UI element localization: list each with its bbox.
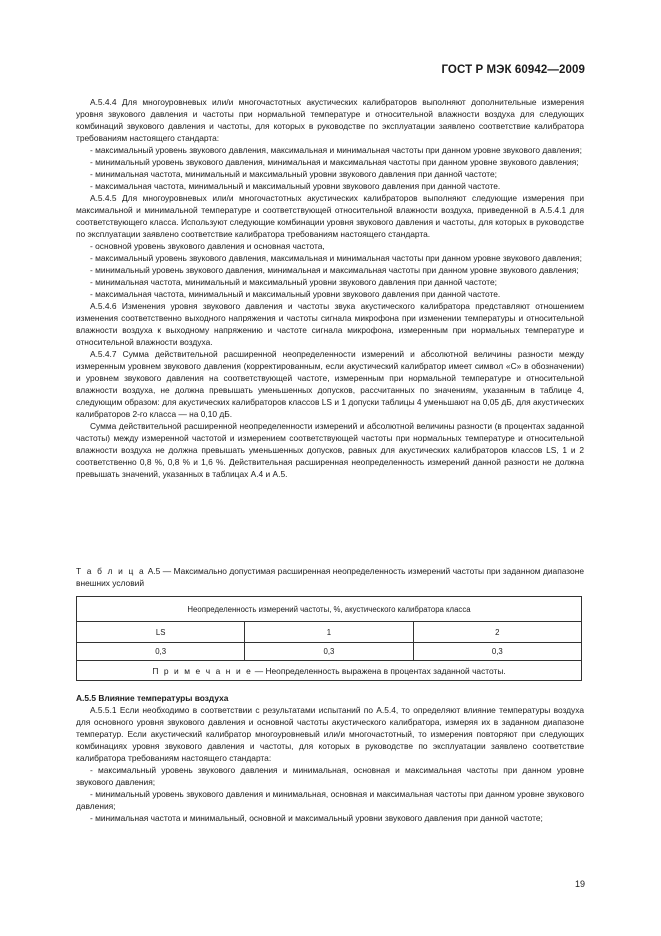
table-value-2: 0,3 [413, 643, 581, 661]
table-class-1: 1 [245, 622, 413, 643]
paragraph-a547: А.5.4.7 Сумма действительной расширенной неопределенности измерений и абсолютной величины разности между измеренным уровнем звукового давления (корректированным, если акустический калибратор имеет символ «С» в обозначении) и уровнем звукового давления на соответствующей частоте, измеренным при нормальной температуре и относительной влажности воздуха, не должна превышать уменьшенных допусков, рассчитанных по значениям, указанным в таблице 4, следующим образом: для акустических калибраторов классов LS и 1 допуски таблицы 4 уменьшают на 0,05 дБ, для акустических калибраторов 2-го класса — на 0,10 дБ. [76, 349, 584, 419]
table-note [77, 661, 582, 681]
list-item: - максимальный уровень звукового давления, максимальная и минимальная частоты при данном уровне звукового давления; [90, 253, 582, 263]
table-value-ls: 0,3 [77, 643, 245, 661]
list-item: - минимальная частота, минимальный и максимальный уровни звукового давления при данной частоте; [90, 169, 497, 179]
paragraph-a545: А.5.4.5 Для многоуровневых или/и многочастотных акустических калибраторов выполняют следующие измерения при максимальной и минимальной температуре и соответствующей относительной влажности воздуха, приведенной в А.5.4.1 для соответствующего класса. Используют следующие комбинации уровня звукового давления и частоты, для которых в руководстве по эксплуатации заявлено соответствие калибратора требованиям настоящего стандарта. [76, 193, 584, 239]
table-value-1: 0,3 [245, 643, 413, 661]
table-class-2: 2 [413, 622, 581, 643]
section-heading: А.5.5 Влияние температуры воздуха [76, 693, 229, 703]
uncertainty-table [76, 596, 582, 681]
paragraph-sum: Сумма действительной расширенной неопределенности измерений и абсолютной величины разности (в процентах заданной частоты) между измеренной частотой и измерением соответствующей частоты при нормальных температуре и относительной влажности воздуха не должна превышать уменьшенных допусков, равных для акустических калибраторов классов LS, 1 и 2 соответственно 0,8 %, 0,8 % и 1,6 %. Действительная расширенная неопределенность измерений данной разности не должна превышать значений, указанных в таблицах А.4 и А.5. [76, 421, 584, 479]
page-number: 19 [574, 879, 585, 889]
table-note-prefix: П р и м е ч а н и е [152, 665, 253, 676]
list-item: - минимальный уровень звукового давления и минимальная, основная и максимальная частоты при данном уровне звукового давления; [76, 789, 584, 811]
document-code-header: ГОСТ Р МЭК 60942—2009 [441, 64, 585, 76]
list-item: - максимальный уровень звукового давления и минимальная, основная и максимальная частоты при данном уровне звукового давления; [76, 765, 584, 787]
table-caption-prefix: Т а б л и ц а [76, 566, 146, 576]
table-class-ls: LS [77, 622, 245, 643]
list-item: - минимальный уровень звукового давления, минимальная и максимальная частоты при данном уровне звукового давления; [90, 157, 579, 167]
table-caption-text: А.5 — Максимально допустимая расширенная неопределенность измерений частоты при заданном диапазоне внешних условий [76, 566, 584, 588]
table-header: Неопределенность измерений частоты, %, акустического калибратора класса [77, 597, 582, 622]
main-text [76, 96, 584, 480]
list-item: - минимальный уровень звукового давления, минимальная и максимальная частоты при данном уровне звукового давления; [90, 265, 579, 275]
table-note-text: — Неопределенность выражена в процентах заданной частоты. [252, 665, 506, 676]
table-caption [76, 565, 584, 589]
paragraph-a551: А.5.5.1 Если необходимо в соответствии с результатами испытаний по А.5.4, то определяют влияние температуры воздуха для основного уровня звукового давления и основной частоты акустического калибратора, измеряя их в заданном диапазоне температур. Если акустический калибратор многоуровневый или/и многочастотный, то измерения повторяют при следующих комбинациях уровня звукового давления и частоты, для которых в руководстве по эксплуатации заявлено соответствие калибратора требованиям настоящего стандарта: [76, 705, 584, 763]
list-item: - основной уровень звукового давления и основная частота, [90, 241, 325, 251]
list-item: - минимальная частота и минимальный, основной и максимальный уровни звукового давления при данной частоте; [90, 813, 543, 823]
list-item: - минимальная частота, минимальный и максимальный уровни звукового давления при данной частоте; [90, 277, 497, 287]
list-item: - максимальный уровень звукового давления, максимальная и минимальная частоты при данном уровне звукового давления; [90, 145, 582, 155]
paragraph-a546: А.5.4.6 Изменения уровня звукового давления и частоты звука акустического калибратора представляют отношением изменения соответственно выходного напряжения и частоты сигнала микрофона при изменении температуры и относительной влажности воздуха к выходному напряжению и частоте сигнала микрофона, измеренным при нормальных температуре и относительной влажности воздуха. [76, 301, 584, 347]
list-item: - максимальная частота, минимальный и максимальный уровни звукового давления при данной частоте. [90, 289, 501, 299]
section-a55 [76, 692, 584, 824]
paragraph-a544: А.5.4.4 Для многоуровневых или/и многочастотных акустических калибраторов выполняют дополнительные измерения уровня звукового давления и частоты при нормальной температуре и относительной влажности воздуха для следующих комбинаций звукового давления и частоты, для которых в руководстве по эксплуатации заявлено соответствие калибратора требованиям настоящего стандарта: [76, 97, 584, 143]
list-item: - максимальная частота, минимальный и максимальный уровни звукового давления при данной частоте. [90, 181, 501, 191]
